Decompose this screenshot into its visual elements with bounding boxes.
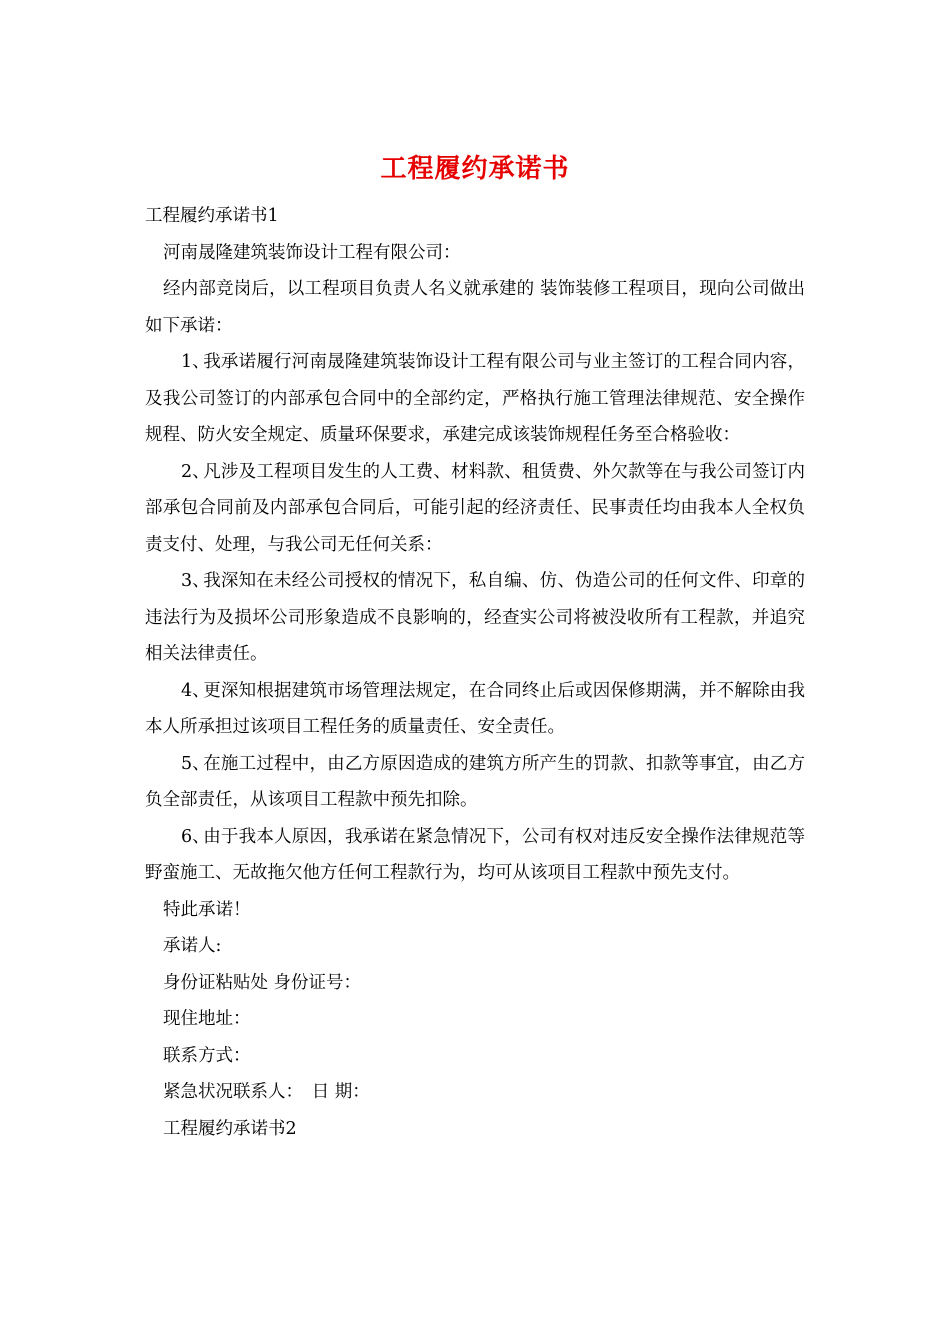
item-number: 6、 bbox=[181, 826, 210, 847]
item-3 bbox=[145, 563, 805, 673]
intro-paragraph: 经内部竞岗后，以工程项目负责人名义就承建的 装饰装修工程项目，现向公司做出如下承诺： bbox=[145, 279, 805, 336]
item-number: 4、 bbox=[181, 680, 210, 701]
item-1 bbox=[145, 344, 805, 454]
item-text: 我承诺履行河南晟隆建筑装饰设计工程有限公司与业主签订的工程合同内容，及我公司签订的内部承包合同中的全部约定，严格执行施工管理法律规范、安全操作规程、防火安全规定、质量环保要求，承建完成该装饰规程任务至合格验收： bbox=[145, 352, 805, 445]
item-6 bbox=[145, 819, 805, 892]
item-text: 更深知根据建筑市场管理法规定，在合同终止后或因保修期满，并不解除由我本人所承担过该项目工程任务的质量责任、安全责任。 bbox=[145, 680, 805, 737]
item-text: 凡涉及工程项目发生的人工费、材料款、租赁费、外欠款等在与我公司签订内部承包合同前及内部承包合同后，可能引起的经济责任、民事责任均由我本人全权负责支付、处理，与我公司无任何关系： bbox=[145, 461, 805, 555]
subtitle-1: 工程履约承诺书1 bbox=[145, 206, 279, 226]
promisor-line: 承诺人: bbox=[163, 936, 222, 956]
document-body bbox=[145, 198, 805, 1147]
closing-line: 特此承诺！ bbox=[163, 899, 251, 920]
contact-line: 联系方式： bbox=[163, 1045, 251, 1066]
item-text: 我深知在未经公司授权的情况下，私自编、仿、伪造公司的任何文件、印章的违法行为及损坏公司形象造成不良影响的，经查实公司将被没收所有工程款，并追究相关法律责任。 bbox=[145, 571, 805, 664]
emergency-contact-line: 紧急状况联系人： 日 期： bbox=[163, 1082, 370, 1102]
subtitle-2: 工程履约承诺书2 bbox=[163, 1118, 297, 1139]
item-number: 1、 bbox=[181, 352, 210, 372]
item-number: 5、 bbox=[181, 753, 210, 774]
item-4 bbox=[145, 673, 805, 746]
item-number: 3、 bbox=[181, 571, 210, 591]
address-line: 现住地址： bbox=[163, 1009, 251, 1029]
id-line: 身份证粘贴处 身份证号： bbox=[163, 972, 362, 993]
item-text: 在施工过程中，由乙方原因造成的建筑方所产生的罚款、扣款等事宜，由乙方负全部责任，从该项目工程款中预先扣除。 bbox=[145, 753, 805, 810]
item-2 bbox=[145, 454, 805, 564]
item-5 bbox=[145, 746, 805, 819]
item-number: 2、 bbox=[181, 461, 210, 482]
item-text: 由于我本人原因，我承诺在紧急情况下，公司有权对违反安全操作法律规范等野蛮施工、无故拖欠他方任何工程款行为，均可从该项目工程款中预先支付。 bbox=[145, 826, 805, 883]
addressee: 河南晟隆建筑装饰设计工程有限公司： bbox=[163, 242, 461, 263]
document-title: 工程履约承诺书 bbox=[380, 154, 570, 184]
